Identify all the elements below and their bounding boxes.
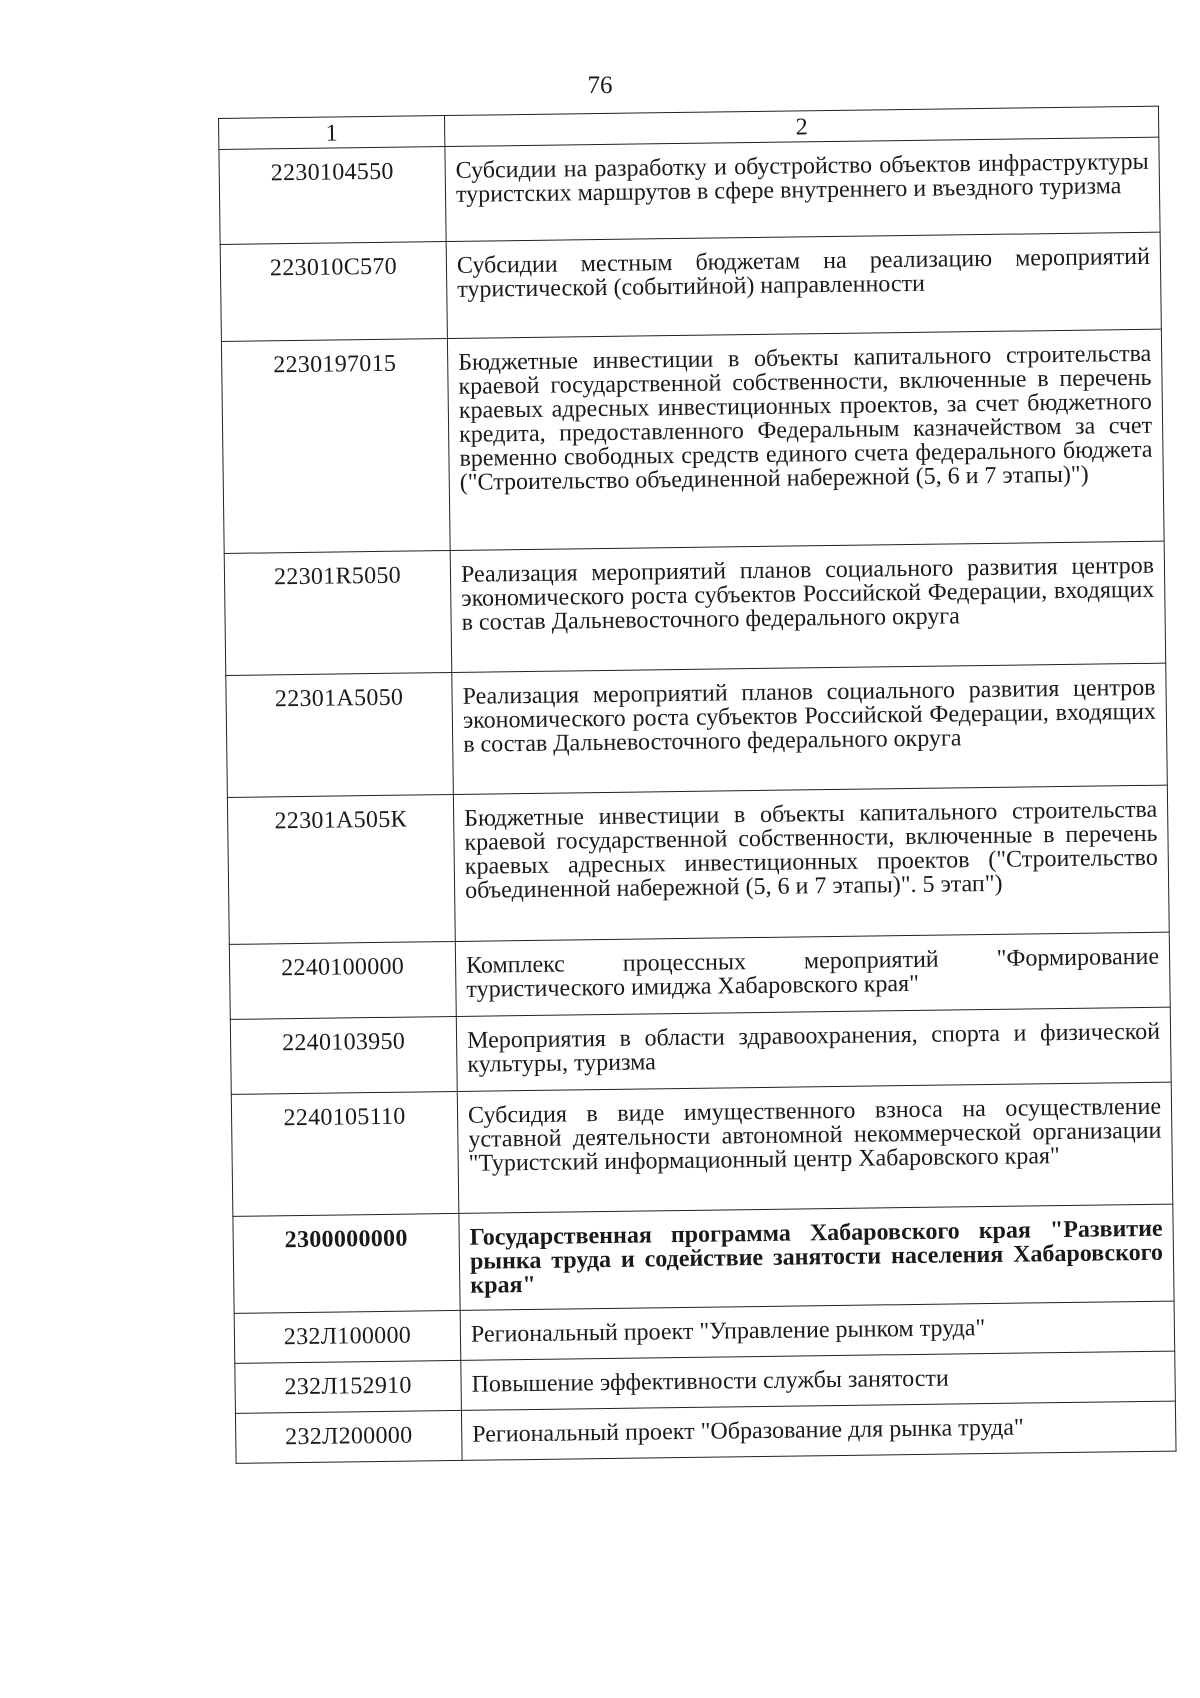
row-description: Комплекс процессных мероприятий "Формирование туристического имиджа Хабаровского края" (455, 932, 1170, 1016)
row-description: Субсидии местным бюджетам на реализацию мероприятий туристической (событийной) направленности (446, 232, 1161, 338)
row-code: 2230104550 (219, 147, 446, 245)
row-code: 22301R5050 (224, 550, 452, 675)
row-code: 232Л200000 (235, 1410, 462, 1463)
table-row (219, 137, 1160, 244)
row-code: 22301А5050 (226, 672, 454, 797)
row-code: 2240100000 (229, 941, 456, 1019)
row-description: Бюджетные инвестиции в объекты капитального строительства краевой государственной собственности, включенные в перечень краевых адресных инвестиционных проектов ("Строительство объединенной набережной (5, 6 и 7 этапы)". 5 этап") (453, 785, 1169, 941)
page-number: 76 (587, 72, 613, 99)
row-code: 2300000000 (233, 1213, 460, 1313)
row-code: 2240105110 (231, 1091, 459, 1216)
table-row-program (233, 1204, 1174, 1313)
row-code: 223010С570 (220, 242, 447, 342)
table-row (231, 1082, 1173, 1216)
row-code: 2230197015 (221, 339, 450, 554)
row-description: Государственная программа Хабаровского края "Развитие рынка труда и содействие занятости населения Хабаровского края" (459, 1204, 1174, 1310)
column-header-1: 1 (219, 116, 445, 150)
row-description: Субсидия в виде имущественного взноса на осуществление уставной деятельности автономной некоммерческой организации "Туристский информационный центр Хабаровского края" (457, 1082, 1173, 1213)
row-description: Региональный проект "Управление рынком труда" (460, 1301, 1175, 1360)
row-description: Субсидии на разработку и обустройство объектов инфраструктуры туристских маршрутов в сфере внутреннего и въездного туризма (445, 137, 1160, 241)
row-code: 22301А505К (227, 794, 455, 944)
row-description: Региональный проект "Образование для рынка труда" (461, 1401, 1176, 1460)
row-description: Бюджетные инвестиции в объекты капитального строительства краевой государственной собственности, включенные в перечень краевых адресных инвестиционных проектов, за счет бюджетного кредита, предоставленного Федеральным казначейством за счет временно свободных средств единого счета федерального бюджета ("Строительство объединенной набережной (5, 6 и 7 этапы)") (447, 329, 1164, 550)
row-description: Мероприятия в области здравоохранения, спорта и физической культуры, туризма (456, 1007, 1171, 1091)
table-row (221, 329, 1164, 553)
table-row (220, 232, 1161, 341)
row-code: 2240103950 (230, 1016, 457, 1094)
row-code: 232Л152910 (235, 1360, 462, 1413)
column-header-2: 2 (444, 106, 1158, 146)
row-description: Повышение эффективности службы занятости (461, 1351, 1176, 1410)
row-description: Реализация мероприятий планов социального развития центров экономического роста субъектов Российской Федерации, входящих в состав Дальневосточного федерального округа (452, 663, 1168, 794)
table-row (227, 785, 1169, 944)
budget-classification-table (218, 106, 1177, 1464)
table-row (226, 663, 1168, 797)
table-row (229, 932, 1170, 1019)
table-row (230, 1007, 1171, 1094)
row-code: 232Л100000 (234, 1310, 461, 1363)
row-description: Реализация мероприятий планов социального развития центров экономического роста субъектов Российской Федерации, входящих в состав Дальневосточного федерального округа (450, 541, 1166, 672)
table-row (224, 541, 1166, 675)
